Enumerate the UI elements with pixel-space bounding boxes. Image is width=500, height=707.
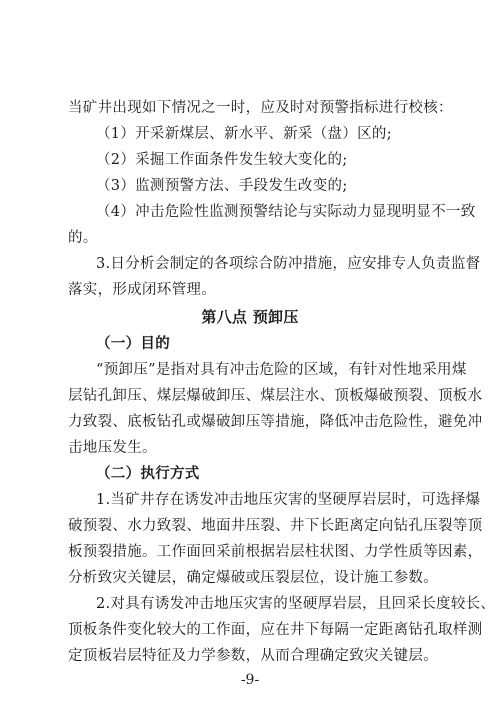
- list-item-4-continuation: 的。: [68, 230, 98, 246]
- execution-1-line-2: 破预裂、水力致裂、地面井压裂、井下长距离定向钻孔压裂等顶: [68, 518, 483, 534]
- execution-2-line-1: 2.对具有诱发冲击地压灾害的坚硬厚岩层，且回采长度较长、: [96, 596, 496, 612]
- section-title: 第八点 预卸压: [201, 308, 299, 326]
- page-number: -9-: [240, 672, 260, 688]
- list-item-2: （2）采掘工作面条件发生较大变化的;: [96, 152, 348, 168]
- execution-2-line-3: 定顶板岩层特征及力学参数，从而合理确定致灾关键层。: [68, 648, 438, 664]
- subsection-heading-execution: （二）执行方式: [96, 466, 200, 482]
- subsection-heading-purpose: （一）目的: [96, 336, 170, 352]
- execution-2-line-2: 顶板条件变化较大的工作面，应在井下每隔一定距离钻孔取样测: [68, 622, 483, 638]
- list-item-1: （1）开采新煤层、新水平、新采（盘）区的;: [96, 126, 392, 142]
- purpose-line-3: 力致裂、底板钻孔或爆破卸压等措施，降低冲击危险性，避免冲: [68, 414, 483, 430]
- list-item-3: （3）监测预警方法、手段发生改变的;: [96, 178, 348, 194]
- paragraph-3-line-1: 3.日分析会制定的各项综合防冲措施，应安排专人负责监督: [96, 256, 481, 272]
- execution-1-line-4: 分析致灾关键层，确定爆破或压裂层位，设计施工参数。: [68, 570, 438, 586]
- execution-1-line-3: 板预裂措施。工作面回采前根据岩层柱状图、力学性质等因素，: [68, 544, 483, 560]
- execution-1-line-1: 1.当矿井存在诱发冲击地压灾害的坚硬厚岩层时，可选择爆: [96, 492, 481, 508]
- purpose-line-1: “预卸压”是指对具有冲击危险的区域，有针对性地采用煤: [96, 362, 467, 378]
- purpose-line-4: 击地压发生。: [68, 440, 157, 456]
- list-item-4: （4）冲击危险性监测预警结论与实际动力显现明显不一致: [96, 204, 476, 220]
- paragraph-intro-line: 当矿井出现如下情况之一时，应及时对预警指标进行校核：: [68, 100, 453, 116]
- purpose-line-2: 层钻孔卸压、煤层爆破卸压、煤层注水、顶板爆破预裂、顶板水: [68, 388, 483, 404]
- paragraph-3-line-2: 落实，形成闭环管理。: [68, 282, 216, 298]
